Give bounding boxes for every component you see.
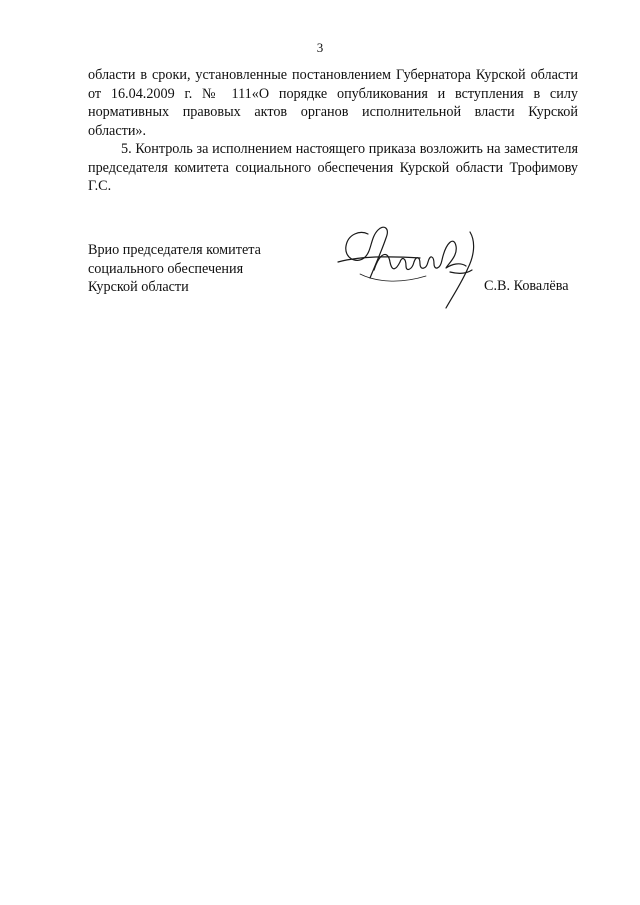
position-line-2: социального обеспечения xyxy=(88,260,244,277)
handwritten-signature xyxy=(330,212,490,312)
position-line-1: Врио председателя комитета xyxy=(88,242,261,258)
signatory-position xyxy=(88,241,261,297)
signer-name: С.В. Ковалёва xyxy=(484,278,569,294)
document-body xyxy=(88,66,578,196)
paragraph-continuation: области в сроки, установленные постановлением Губернатора Курской области от 16.04.2009 г. № 111«О порядке опубликования и вступления в силу нормативных правовых актов органов исполнительной власти Курской области». xyxy=(88,67,578,139)
paragraph-5-control: 5. Контроль за исполнением настоящего приказа возложить на заместителя председателя комитета социального обеспечения Курской области Трофимову Г.С. xyxy=(88,141,578,194)
page-number: 3 xyxy=(316,40,324,55)
position-line-3: Курской области xyxy=(88,279,189,295)
